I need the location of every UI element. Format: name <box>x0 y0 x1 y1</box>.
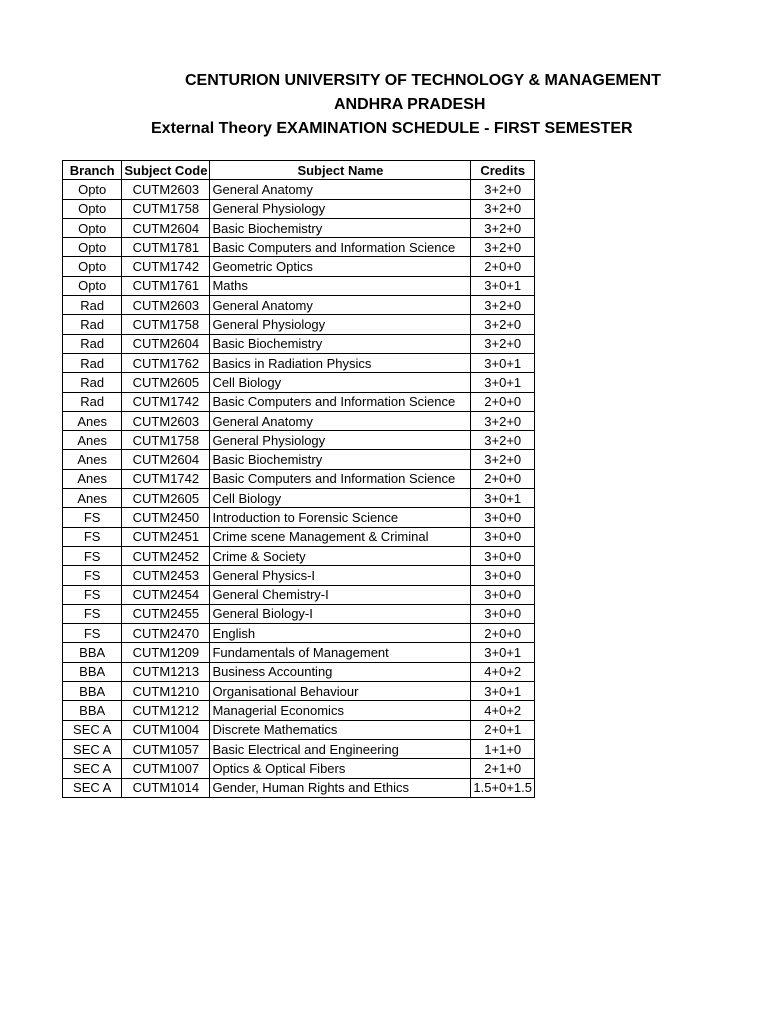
cell-branch: SEC A <box>63 778 122 797</box>
cell-subject-name: Basic Electrical and Engineering <box>210 739 471 758</box>
column-header-branch: Branch <box>63 161 122 180</box>
cell-branch: FS <box>63 624 122 643</box>
cell-subject-code: CUTM2451 <box>122 527 210 546</box>
cell-subject-code: CUTM1213 <box>122 662 210 681</box>
cell-branch: Opto <box>63 276 122 295</box>
state-title: ANDHRA PRADESH <box>334 96 486 113</box>
cell-credits: 3+2+0 <box>471 218 535 237</box>
cell-branch: Anes <box>63 431 122 450</box>
cell-branch: FS <box>63 546 122 565</box>
cell-branch: Anes <box>63 469 122 488</box>
cell-credits: 3+2+0 <box>471 238 535 257</box>
cell-subject-code: CUTM2603 <box>122 411 210 430</box>
cell-subject-name: Managerial Economics <box>210 701 471 720</box>
cell-branch: Opto <box>63 218 122 237</box>
cell-subject-code: CUTM2453 <box>122 566 210 585</box>
cell-branch: Rad <box>63 353 122 372</box>
cell-credits: 4+0+2 <box>471 701 535 720</box>
cell-subject-code: CUTM2452 <box>122 546 210 565</box>
column-header-subject-code: Subject Code <box>122 161 210 180</box>
cell-subject-code: CUTM2605 <box>122 489 210 508</box>
cell-branch: BBA <box>63 682 122 701</box>
table-row <box>63 411 535 430</box>
table-row <box>63 604 535 623</box>
cell-subject-name: Geometric Optics <box>210 257 471 276</box>
cell-subject-name: Basic Computers and Information Science <box>210 469 471 488</box>
cell-branch: Opto <box>63 257 122 276</box>
cell-credits: 4+0+2 <box>471 662 535 681</box>
cell-subject-code: CUTM2604 <box>122 450 210 469</box>
cell-subject-code: CUTM2604 <box>122 218 210 237</box>
cell-subject-name: Basic Biochemistry <box>210 450 471 469</box>
cell-subject-code: CUTM1762 <box>122 353 210 372</box>
cell-credits: 1+1+0 <box>471 739 535 758</box>
table-row <box>63 353 535 372</box>
cell-credits: 3+0+0 <box>471 527 535 546</box>
cell-branch: Anes <box>63 489 122 508</box>
cell-credits: 2+0+0 <box>471 392 535 411</box>
cell-credits: 3+0+1 <box>471 682 535 701</box>
cell-subject-code: CUTM2604 <box>122 334 210 353</box>
cell-subject-name: Cell Biology <box>210 373 471 392</box>
cell-branch: Opto <box>63 199 122 218</box>
cell-credits: 3+0+0 <box>471 604 535 623</box>
cell-branch: Opto <box>63 238 122 257</box>
table-row <box>63 431 535 450</box>
cell-credits: 3+2+0 <box>471 411 535 430</box>
schedule-table <box>62 160 535 798</box>
table-row <box>63 701 535 720</box>
cell-credits: 3+0+1 <box>471 276 535 295</box>
cell-credits: 3+2+0 <box>471 180 535 199</box>
cell-subject-code: CUTM2470 <box>122 624 210 643</box>
cell-subject-code: CUTM1210 <box>122 682 210 701</box>
cell-credits: 2+0+0 <box>471 257 535 276</box>
table-row <box>63 257 535 276</box>
cell-subject-name: Optics & Optical Fibers <box>210 759 471 778</box>
cell-subject-code: CUTM2454 <box>122 585 210 604</box>
table-row <box>63 296 535 315</box>
cell-subject-code: CUTM1742 <box>122 257 210 276</box>
cell-credits: 3+2+0 <box>471 431 535 450</box>
cell-subject-name: General Physiology <box>210 315 471 334</box>
cell-branch: Rad <box>63 334 122 353</box>
cell-credits: 2+1+0 <box>471 759 535 778</box>
table-row <box>63 527 535 546</box>
cell-subject-name: General Anatomy <box>210 296 471 315</box>
cell-subject-name: Basic Biochemistry <box>210 218 471 237</box>
cell-subject-name: General Physiology <box>210 199 471 218</box>
cell-credits: 2+0+0 <box>471 624 535 643</box>
cell-subject-code: CUTM1057 <box>122 739 210 758</box>
cell-subject-name: Basic Computers and Information Science <box>210 238 471 257</box>
table-header-row <box>63 161 535 180</box>
cell-branch: Rad <box>63 392 122 411</box>
cell-subject-code: CUTM2603 <box>122 180 210 199</box>
cell-subject-name: Discrete Mathematics <box>210 720 471 739</box>
cell-credits: 3+0+0 <box>471 508 535 527</box>
cell-subject-name: Crime & Society <box>210 546 471 565</box>
cell-subject-code: CUTM2450 <box>122 508 210 527</box>
cell-subject-name: Cell Biology <box>210 489 471 508</box>
cell-credits: 3+2+0 <box>471 334 535 353</box>
cell-branch: SEC A <box>63 720 122 739</box>
cell-credits: 3+2+0 <box>471 450 535 469</box>
cell-branch: SEC A <box>63 759 122 778</box>
cell-subject-name: Organisational Behaviour <box>210 682 471 701</box>
cell-branch: Rad <box>63 315 122 334</box>
cell-subject-code: CUTM2603 <box>122 296 210 315</box>
table-row <box>63 720 535 739</box>
cell-credits: 3+0+1 <box>471 373 535 392</box>
cell-subject-name: Business Accounting <box>210 662 471 681</box>
table-row <box>63 643 535 662</box>
cell-subject-name: General Physics-I <box>210 566 471 585</box>
table-body <box>63 180 535 798</box>
table-row <box>63 450 535 469</box>
table-row <box>63 392 535 411</box>
table-row <box>63 489 535 508</box>
cell-subject-name: General Anatomy <box>210 180 471 199</box>
table-row <box>63 334 535 353</box>
cell-branch: FS <box>63 604 122 623</box>
cell-subject-name: Basic Biochemistry <box>210 334 471 353</box>
table-row <box>63 238 535 257</box>
cell-branch: SEC A <box>63 739 122 758</box>
table-row <box>63 199 535 218</box>
cell-branch: FS <box>63 585 122 604</box>
cell-branch: Rad <box>63 296 122 315</box>
university-title: CENTURION UNIVERSITY OF TECHNOLOGY & MANAGEMENT <box>185 72 661 89</box>
cell-branch: FS <box>63 527 122 546</box>
cell-subject-code: CUTM2455 <box>122 604 210 623</box>
cell-subject-code: CUTM1758 <box>122 199 210 218</box>
table-row <box>63 276 535 295</box>
cell-subject-name: English <box>210 624 471 643</box>
cell-subject-code: CUTM1007 <box>122 759 210 778</box>
cell-branch: BBA <box>63 701 122 720</box>
cell-subject-code: CUTM1758 <box>122 315 210 334</box>
cell-credits: 3+0+1 <box>471 489 535 508</box>
cell-subject-code: CUTM1742 <box>122 469 210 488</box>
cell-credits: 3+0+1 <box>471 353 535 372</box>
table-row <box>63 624 535 643</box>
cell-credits: 2+0+0 <box>471 469 535 488</box>
cell-subject-code: CUTM2605 <box>122 373 210 392</box>
cell-subject-code: CUTM1758 <box>122 431 210 450</box>
table-row <box>63 373 535 392</box>
table-row <box>63 585 535 604</box>
table-row <box>63 218 535 237</box>
table-row <box>63 739 535 758</box>
table-row <box>63 662 535 681</box>
table-row <box>63 315 535 334</box>
cell-credits: 1.5+0+1.5 <box>471 778 535 797</box>
cell-credits: 3+2+0 <box>471 199 535 218</box>
cell-credits: 2+0+1 <box>471 720 535 739</box>
cell-branch: Rad <box>63 373 122 392</box>
cell-subject-code: CUTM1014 <box>122 778 210 797</box>
table-row <box>63 778 535 797</box>
cell-subject-name: Gender, Human Rights and Ethics <box>210 778 471 797</box>
cell-credits: 3+0+1 <box>471 643 535 662</box>
cell-credits: 3+0+0 <box>471 585 535 604</box>
cell-branch: BBA <box>63 643 122 662</box>
cell-subject-name: Basic Computers and Information Science <box>210 392 471 411</box>
cell-credits: 3+0+0 <box>471 566 535 585</box>
cell-subject-name: General Chemistry-I <box>210 585 471 604</box>
cell-subject-code: CUTM1004 <box>122 720 210 739</box>
cell-subject-code: CUTM1742 <box>122 392 210 411</box>
column-header-subject-name: Subject Name <box>210 161 471 180</box>
cell-branch: Opto <box>63 180 122 199</box>
cell-subject-name: General Physiology <box>210 431 471 450</box>
cell-branch: FS <box>63 508 122 527</box>
column-header-credits: Credits <box>471 161 535 180</box>
cell-subject-name: General Biology-I <box>210 604 471 623</box>
cell-subject-code: CUTM1212 <box>122 701 210 720</box>
table-row <box>63 180 535 199</box>
cell-credits: 3+2+0 <box>471 296 535 315</box>
cell-subject-code: CUTM1209 <box>122 643 210 662</box>
cell-branch: Anes <box>63 450 122 469</box>
cell-subject-code: CUTM1761 <box>122 276 210 295</box>
cell-branch: Anes <box>63 411 122 430</box>
cell-subject-code: CUTM1781 <box>122 238 210 257</box>
table-row <box>63 508 535 527</box>
cell-subject-name: Maths <box>210 276 471 295</box>
cell-branch: BBA <box>63 662 122 681</box>
cell-subject-name: Crime scene Management & Criminal <box>210 527 471 546</box>
table-row <box>63 682 535 701</box>
cell-subject-name: Introduction to Forensic Science <box>210 508 471 527</box>
table-row <box>63 759 535 778</box>
table-row <box>63 546 535 565</box>
schedule-title: External Theory EXAMINATION SCHEDULE - FIRST SEMESTER <box>151 120 633 137</box>
cell-subject-name: General Anatomy <box>210 411 471 430</box>
cell-subject-name: Fundamentals of Management <box>210 643 471 662</box>
table-row <box>63 566 535 585</box>
cell-credits: 3+2+0 <box>471 315 535 334</box>
cell-subject-name: Basics in Radiation Physics <box>210 353 471 372</box>
table-row <box>63 469 535 488</box>
cell-branch: FS <box>63 566 122 585</box>
cell-credits: 3+0+0 <box>471 546 535 565</box>
